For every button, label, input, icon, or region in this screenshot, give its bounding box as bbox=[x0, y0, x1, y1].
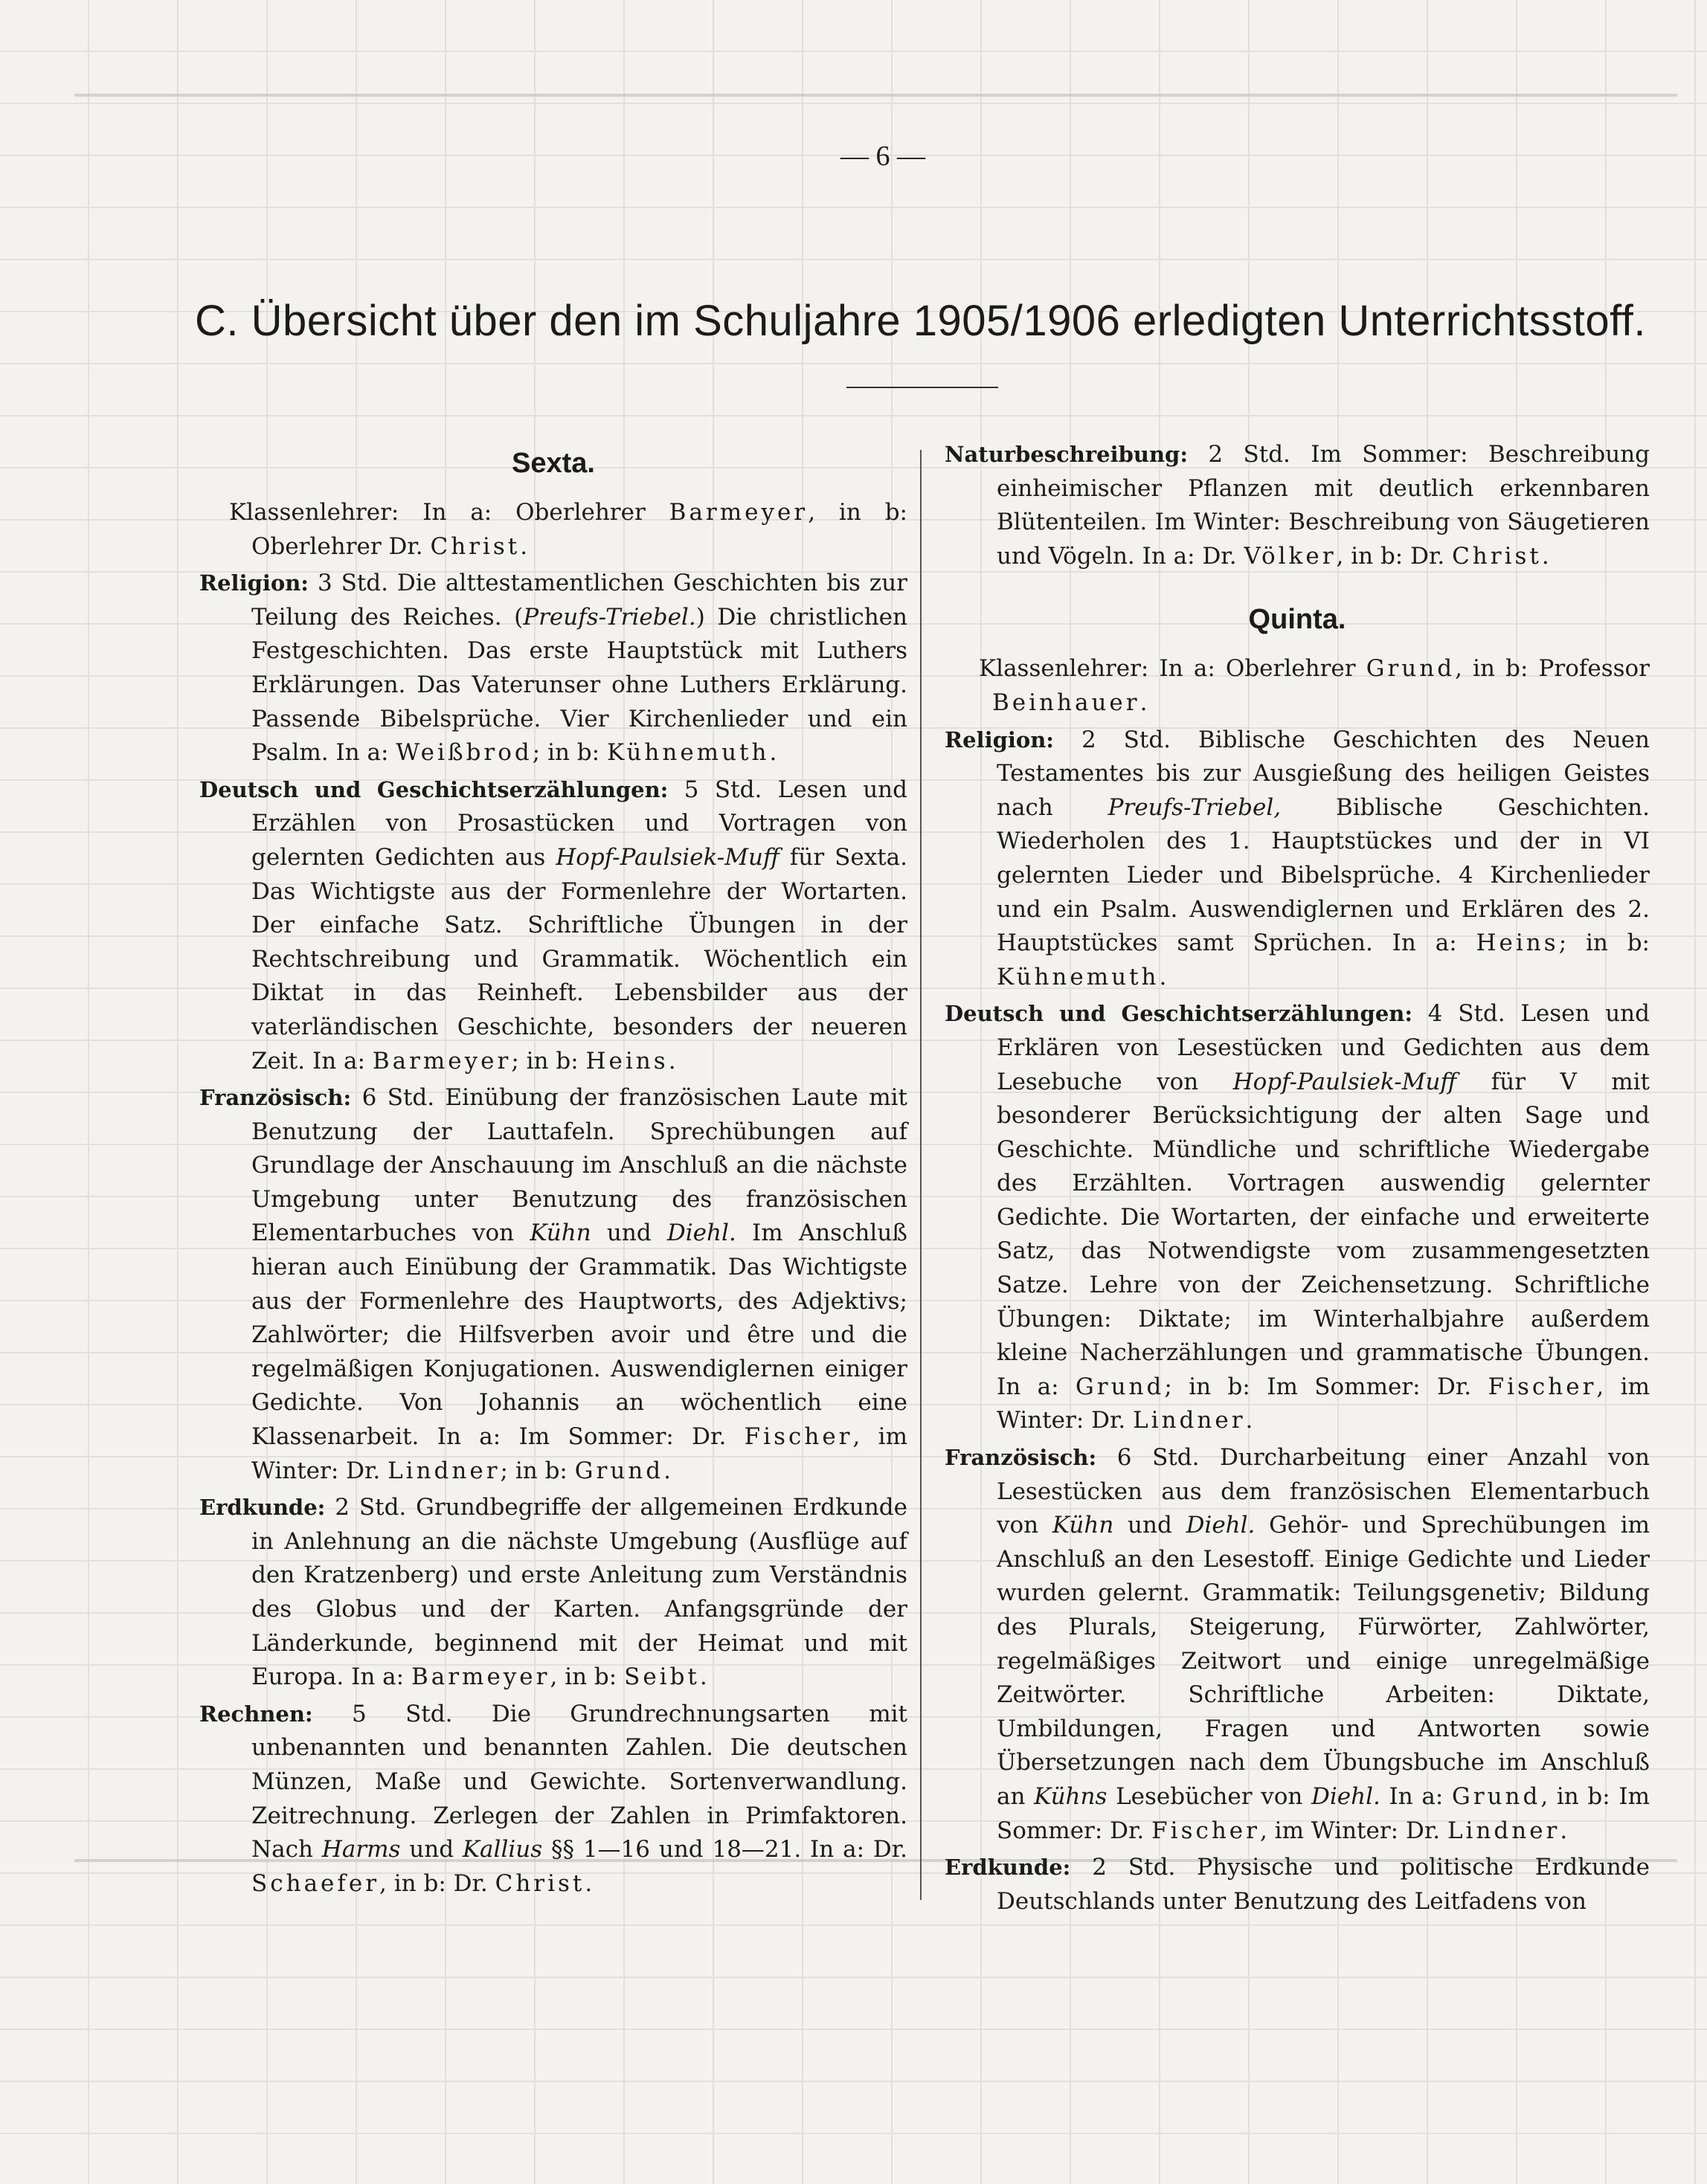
title-rule bbox=[846, 387, 998, 388]
subject-religion-quinta: Religion: 2 Std. Biblische Geschichten des Neuen Testamentes bis zur Ausgießung des heiligen Geistes nach Preufs-Triebel, Biblische Geschichten. Wiederholen des 1. Hauptstückes und der in VI gelernten Lieder und Bibelsprüche. 4 Kirchenlieder und ein Psalm. Auswendiglernen und Erklären des 2. Hauptstückes samt Sprüchen. In a: Heins; in b: Kühnemuth. bbox=[945, 726, 1650, 990]
subject-naturbeschreibung-sexta: Naturbeschreibung: 2 Std. Im Sommer: Beschreibung einheimischer Pflanzen mit deutlich erkennbaren Blütenteilen. Im Winter: Beschreibung von Säugetieren und Vögeln. In a: Dr. Völker, in b: Dr. Christ. bbox=[945, 441, 1650, 570]
subject-rechnen-sexta: Rechnen: 5 Std. Die Grundrechnungsarten mit unbenannten und benannten Zahlen. Die deutschen Münzen, Maße und Gewichte. Sortenverwandlung. Zeitrechnung. Zerlegen der Zahlen in Primfaktoren. Nach Harms und Kallius §§ 1—16 und 18—21. In a: Dr. Schaefer, in b: Dr. Christ. bbox=[199, 1700, 907, 1897]
column-divider bbox=[920, 450, 922, 1900]
subject-franzoesisch-sexta: Französisch: 6 Std. Einübung der französischen Laute mit Benutzung der Lauttafeln. Sprechübungen auf Grundlage der Anschauung im Anschluß an die nächste Umgebung unter Benutzung des französischen Elementarbuches von Kühn und Diehl. Im Anschluß hieran auch Einübung der Grammatik. Das Wichtigste aus der Formenlehre des Hauptworts, des Adjektivs; Zahlwörter; die Hilfsverben avoir und être und die regelmäßigen Konjugationen. Auswendiglernen einiger Gedichte. Von Johannis an wöchentlich eine Klassenarbeit. In a: Im Sommer: Dr. Fischer, im Winter: Dr. Lindner; in b: Grund. bbox=[199, 1084, 907, 1484]
page-title: C. Übersicht über den im Schuljahre 1905/1906 erledigten Unterrichtsstoff. bbox=[195, 297, 1646, 345]
bleed-through-rule bbox=[74, 94, 1677, 97]
subject-franzoesisch-quinta: Französisch: 6 Std. Durcharbeitung einer Anzahl von Lesestücken aus dem französischen Elementarbuch von Kühn und Diehl. Gehör- und Sprechübungen im Anschluß an den Lesestoff. Einige Gedichte und Lieder wurden gelernt. Grammatik: Teilungsgenetiv; Bildung des Plurals, Steigerung, Fürwörter, Zahlwörter, regelmäßiges Zeitwort und einige unregelmäßige Zeitwörter. Schriftliche Arbeiten: Diktate, Umbildungen, Fragen und Antworten sowie Übersetzungen nach dem Übungsbuche im Anschluß an Kühns Lesebücher von Diehl. In a: Grund, in b: Im Sommer: Dr. Fischer, im Winter: Dr. Lindner. bbox=[945, 1444, 1650, 1844]
class-teacher-sexta: Klassenlehrer: In a: Oberlehrer Barmeyer, in b: Oberlehrer Dr. Christ. bbox=[229, 499, 907, 560]
right-column bbox=[945, 435, 1650, 1919]
section-heading-sexta: Sexta. bbox=[512, 448, 595, 479]
subject-erdkunde-sexta: Erdkunde: 2 Std. Grundbegriffe der allgemeinen Erdkunde in Anlehnung an die nächste Umgebung (Ausflüge auf den Kratzenberg) und erste Anleitung zum Verständnis des Globus und der Karten. Anfangsgründe der Länderkunde, beginnend mit der Heimat und mit Europa. In a: Barmeyer, in b: Seibt. bbox=[199, 1494, 907, 1691]
left-column bbox=[199, 435, 907, 1901]
class-teacher-quinta: Klassenlehrer: In a: Oberlehrer Grund, in b: Professor Beinhauer. bbox=[979, 655, 1650, 716]
page-number: — 6 — bbox=[840, 141, 925, 172]
subject-deutsch-sexta: Deutsch und Geschichtserzählungen: 5 Std. Lesen und Erzählen von Prosastücken und Vortragen von gelernten Gedichten aus Hopf-Paulsiek-Muff für Sexta. Das Wichtigste aus der Formenlehre der Wortarten. Der einfache Satz. Schriftliche Übungen in der Rechtschreibung und Grammatik. Wöchentlich ein Diktat in das Reinheft. Lebensbilder aus der vaterländischen Geschichte, besonders der neueren Zeit. In a: Barmeyer; in b: Heins. bbox=[199, 776, 907, 1075]
section-heading-quinta: Quinta. bbox=[1248, 604, 1346, 636]
subject-erdkunde-quinta: Erdkunde: 2 Std. Physische und politische Erdkunde Deutschlands unter Benutzung des Leitfadens von bbox=[945, 1854, 1650, 1915]
subject-religion-sexta: Religion: 3 Std. Die alttestamentlichen Geschichten bis zur Teilung des Reiches. (Preufs-Triebel.) Die christlichen Festgeschichten. Das erste Hauptstück mit Luthers Erklärungen. Das Vaterunser ohne Luthers Erklärung. Passende Bibelsprüche. Vier Kirchenlieder und ein Psalm. In a: Weißbrod; in b: Kühnemuth. bbox=[199, 570, 907, 767]
subject-deutsch-quinta: Deutsch und Geschichtserzählungen: 4 Std. Lesen und Erklären von Lesestücken und Gedichten aus dem Lesebuche von Hopf-Paulsiek-Muff für V mit besonderer Berücksichtigung der alten Sage und Geschichte. Mündliche und schriftliche Wiedergabe des Erzählten. Vortragen auswendig gelernter Gedichte. Die Wortarten, der einfache und erweiterte Satz, das Notwendigste vom zusammengesetzten Satze. Lehre von der Zeichensetzung. Schriftliche Übungen: Diktate; im Winterhalbjahre außerdem kleine Nacherzählungen und grammatische Übungen. In a: Grund; in b: Im Sommer: Dr. Fischer, im Winter: Dr. Lindner. bbox=[945, 1000, 1650, 1434]
